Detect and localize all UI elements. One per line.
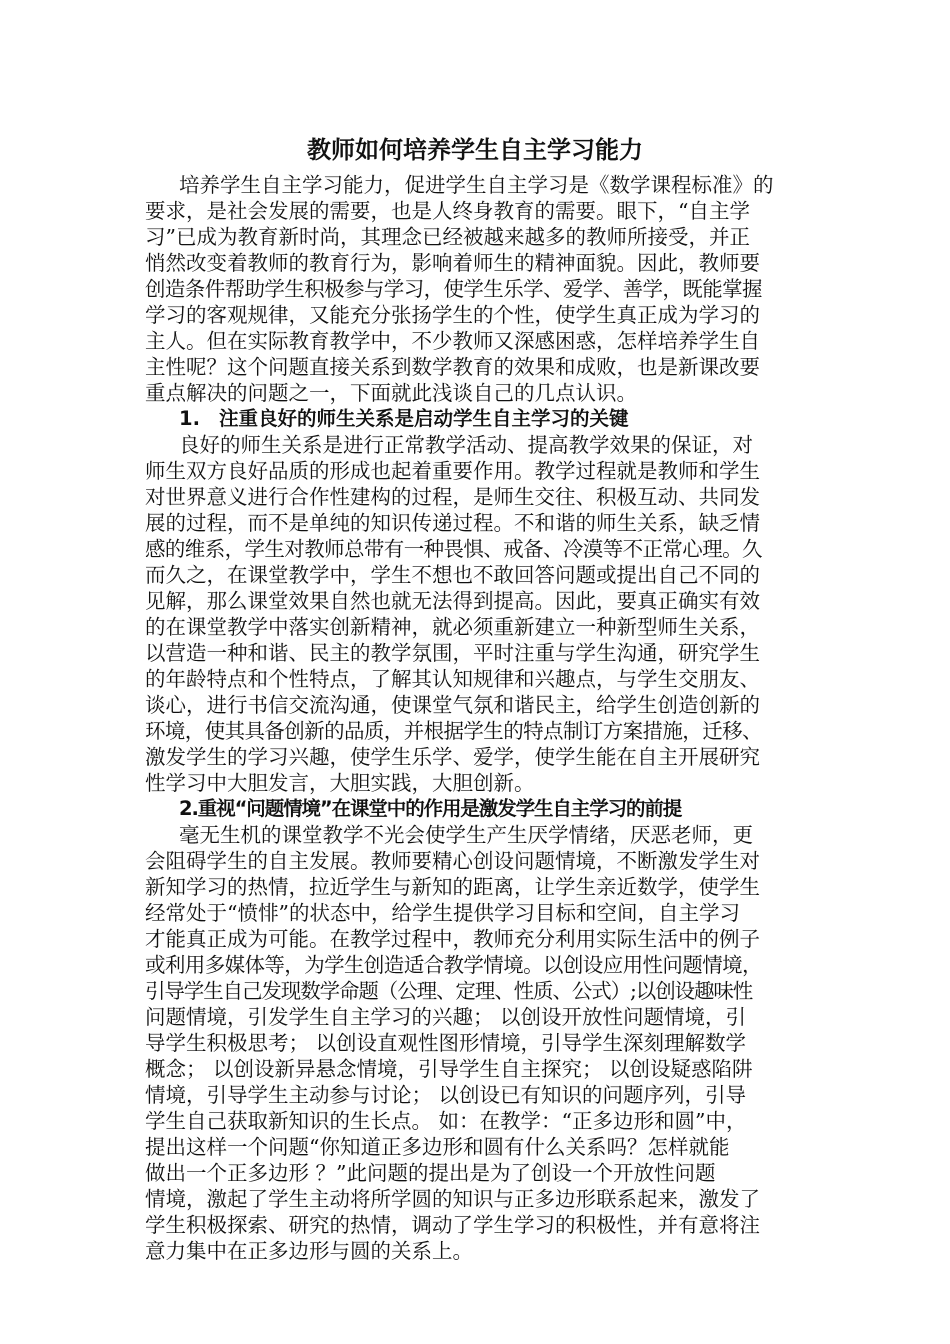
text-line: 感的维系，学生对教师总带有一种畏惧、戒备、冷漠等不正常心理。久 bbox=[145, 537, 762, 561]
text-line: 做出一个正多边形 ？”此问题的提出是为了创设一个开放性问题 bbox=[145, 1161, 716, 1185]
text-line: 性学习中大胆发言，大胆实践，大胆创新。 bbox=[145, 771, 535, 795]
text-line: 学习的客观规律，又能充分张扬学生的个性，使学生真正成为学习的 bbox=[145, 303, 760, 327]
text-line: 展的过程，而不是单纯的知识传递过程。不和谐的师生关系，缺乏情 bbox=[145, 511, 760, 535]
text-line: 概念； 以创设新异悬念情境，引导学生自主探究； 以创设疑惑陷阱 bbox=[145, 1057, 753, 1081]
text-line: 的年龄特点和个性特点，了解其认知规律和兴趣点，与学生交朋友、 bbox=[145, 667, 760, 691]
text-line: 良好的师生关系是进行正常教学活动、提高教学效果的保证，对 bbox=[179, 433, 753, 457]
text-line: 环境，使其具备创新的品质，并根据学生的特点制订方案措施，迁移、 bbox=[145, 719, 762, 743]
text-line: 习”已成为教育新时尚，其理念已经被越来越多的教师所接受，并正 bbox=[145, 225, 750, 249]
text-line: 培养学生自主学习能力，促进学生自主学习是《数学课程标准》的 bbox=[179, 173, 774, 197]
text-line: 情境，激起了学生主动将所学圆的知识与正多边形联系起来，激发了 bbox=[145, 1187, 760, 1211]
document-title: 教师如何培养学生自主学习能力 bbox=[307, 136, 643, 164]
text-line: 重点解决的问题之一，下面就此浅谈自己的几点认识。 bbox=[145, 381, 637, 405]
text-line: 新知学习的热情，拉近学生与新知的距离，让学生亲近数学，使学生 bbox=[145, 875, 760, 899]
text-line: 情境，引导学生主动参与讨论； 以创设已有知识的问题序列，引导 bbox=[145, 1083, 747, 1107]
text-line: 意力集中在正多边形与圆的关系上。 bbox=[145, 1239, 473, 1263]
text-line: 才能真正成为可能。在教学过程中，教师充分利用实际生活中的例子 bbox=[145, 927, 760, 951]
text-line: 对世界意义进行合作性建构的过程，是师生交往、积极互动、共同发 bbox=[145, 485, 760, 509]
section-heading-2: 2.重视“问题情境”在课堂中的作用是激发学生自主学习的前提 bbox=[179, 797, 682, 820]
text-line: 要求，是社会发展的需要，也是人终身教育的需要。眼下，“自主学 bbox=[145, 199, 750, 223]
text-line: 或利用多媒体等，为学生创造适合教学情境。以创设应用性问题情境， bbox=[145, 953, 762, 977]
document-body bbox=[145, 172, 825, 1264]
text-line: 经常处于“愤悱”的状态中，给学生提供学习目标和空间，自主学习 bbox=[145, 901, 740, 925]
text-line: 悄然改变着教师的教育行为，影响着师生的精神面貌。因此，教师要 bbox=[145, 251, 760, 275]
text-line: 以营造一种和谐、民主的教学氛围，平时注重与学生沟通，研究学生 bbox=[145, 641, 760, 665]
text-line: 学生自己获取新知识的生长点。 如：在教学：“正多边形和圆”中， bbox=[145, 1109, 747, 1133]
text-line: 学生积极探索、研究的热情，调动了学生学习的积极性，并有意将注 bbox=[145, 1213, 760, 1237]
text-line: 的在课堂教学中落实创新精神，就必须重新建立一种新型师生关系， bbox=[145, 615, 760, 639]
section-number: 1. bbox=[179, 407, 200, 430]
text-line: 导学生积极思考； 以创设直观性图形情境，引导学生深刻理解数学 bbox=[145, 1031, 747, 1055]
text-line: 会阻碍学生的自主发展。教师要精心创设问题情境，不断激发学生对 bbox=[145, 849, 760, 873]
text-line: 而久之，在课堂教学中，学生不想也不敢回答问题或提出自己不同的 bbox=[145, 563, 760, 587]
text-line: 毫无生机的课堂教学不光会使学生产生厌学情绪，厌恶老师，更 bbox=[179, 823, 753, 847]
text-line: 引导学生自己发现数学命题（公理、定理、性质、公式）;以创设趣味性 bbox=[145, 979, 753, 1003]
text-line: 提出这样一个问题“你知道正多边形和圆有什么关系吗？怎样就能 bbox=[145, 1135, 730, 1159]
text-line: 谈心，进行书信交流沟通，使课堂气氛和谐民主，给学生创造创新的 bbox=[145, 693, 760, 717]
section-heading-1 bbox=[145, 406, 825, 432]
text-line: 主人。但在实际教育教学中，不少教师又深感困惑，怎样培养学生自 bbox=[145, 329, 760, 353]
section-heading-text: 注重良好的师生关系是启动学生自主学习的关键 bbox=[219, 407, 629, 430]
text-line: 师生双方良好品质的形成也起着重要作用。教学过程就是教师和学生 bbox=[145, 459, 760, 483]
text-line: 见解，那么课堂效果自然也就无法得到提高。因此，要真正确实有效 bbox=[145, 589, 760, 613]
text-line: 创造条件帮助学生积极参与学习，使学生乐学、爱学、善学，既能掌握 bbox=[145, 277, 762, 301]
text-line: 激发学生的学习兴趣，使学生乐学、爱学，使学生能在自主开展研究 bbox=[145, 745, 760, 769]
text-line: 问题情境，引发学生自主学习的兴趣； 以创设开放性问题情境，引 bbox=[145, 1005, 747, 1029]
text-line: 主性呢？这个问题直接关系到数学教育的效果和成败，也是新课改要 bbox=[145, 355, 760, 379]
